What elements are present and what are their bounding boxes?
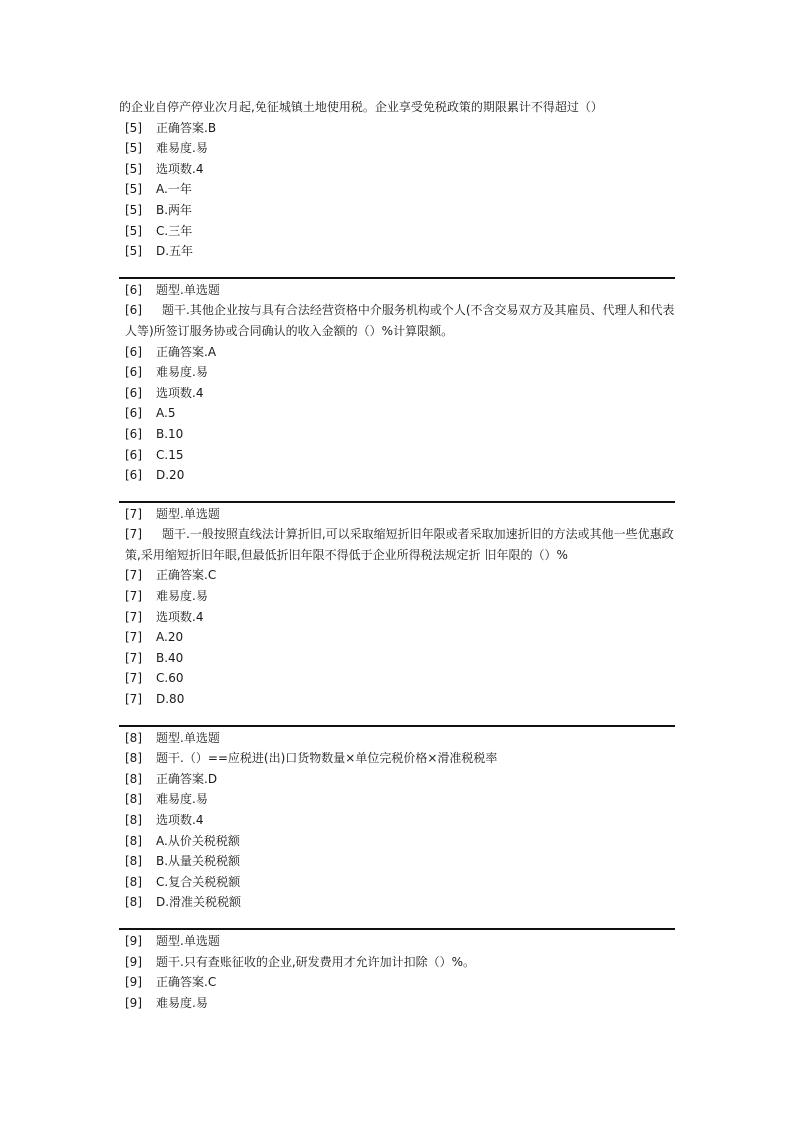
option-item: [7] A.20 (125, 630, 184, 645)
list-item: [5] B.两年 (125, 202, 193, 217)
question-stem: [9] 题干.只有查账征收的企业,研发费用才允许加计扣除（）%。 (125, 954, 476, 969)
list-item: [5] C.三年 (125, 223, 193, 238)
question-stem: [6] 题干.其他企业按与具有合法经营资格中介服务机构或个人(不含交易双方及其雇员、代理人和代表人等)所签订服务协或合同确认的收入金额的（）%计算限额。 (125, 303, 675, 338)
intro-text: 的企业自停产停业次月起,免征城镇土地使用税。企业享受免税政策的期限累计不得超过（） (119, 100, 603, 114)
difficulty: [7] 难易度.易 (125, 589, 208, 604)
difficulty: [8] 难易度.易 (125, 792, 208, 807)
correct-answer: [9] 正确答案.C (125, 975, 217, 990)
list-item: [5] D.五年 (125, 244, 194, 259)
question-type: [7] 题型.单选题 (125, 506, 220, 521)
option-item: [8] C.复合关税税额 (125, 874, 241, 889)
question-stem: [8] 题干.（）==应税进(出)口货物数量×单位完税价格×滑准税税率 (125, 751, 498, 766)
document-body (119, 97, 675, 1013)
list-item: [5] A.一年 (125, 182, 192, 197)
question-9 (119, 931, 675, 1013)
intro-items (119, 118, 675, 262)
option-item: [7] D.80 (125, 692, 185, 707)
section-divider (119, 928, 675, 930)
option-item: [7] B.40 (125, 650, 184, 665)
question-6 (119, 280, 675, 486)
list-item: [5] 正确答案.B (125, 120, 217, 135)
option-item: [8] B.从量关税税额 (125, 854, 241, 869)
correct-answer: [8] 正确答案.D (125, 771, 218, 786)
question-7 (119, 504, 675, 710)
option-count: [8] 选项数.4 (125, 813, 204, 827)
option-count: [7] 选项数.4 (125, 609, 204, 624)
question-type: [9] 题型.单选题 (125, 933, 220, 948)
section-divider (119, 501, 675, 503)
question-8 (119, 728, 675, 913)
question-stem: [7] 题干.一般按照直线法计算折旧,可以采取缩短折旧年限或者采取加速折旧的方法或其他一些优惠政策,采用缩短折旧年眼,但最低折旧年限不得低于企业所得税法规定折 旧年限的（）% (125, 527, 674, 562)
option-item: [7] C.60 (125, 671, 184, 686)
difficulty: [9] 难易度.易 (125, 995, 208, 1010)
list-item: [5] 难易度.易 (125, 141, 208, 156)
option-item: [8] A.从价关税税额 (125, 833, 240, 848)
section-divider (119, 725, 675, 727)
option-item: [8] D.滑准关税税额 (125, 895, 242, 910)
option-item: [6] C.15 (125, 447, 184, 462)
section-divider (119, 277, 675, 279)
correct-answer: [6] 正确答案.A (125, 344, 217, 359)
list-item: [5] 选项数.4 (125, 161, 204, 176)
correct-answer: [7] 正确答案.C (125, 568, 217, 583)
option-item: [6] A.5 (125, 406, 176, 421)
question-type: [8] 题型.单选题 (125, 730, 220, 745)
option-count: [6] 选项数.4 (125, 385, 204, 400)
question-type: [6] 题型.单选题 (125, 282, 220, 297)
option-item: [6] B.10 (125, 426, 184, 441)
difficulty: [6] 难易度.易 (125, 365, 208, 380)
option-item: [6] D.20 (125, 468, 185, 483)
